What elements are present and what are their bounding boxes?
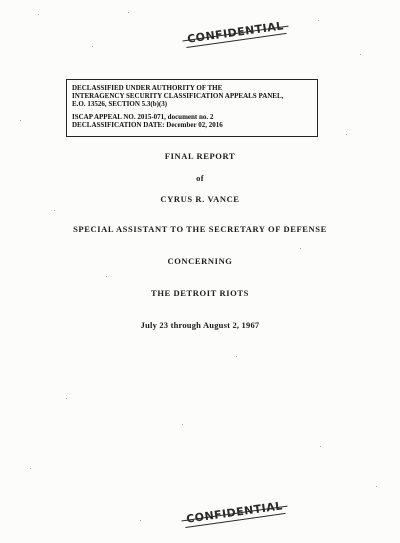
scan-speck bbox=[360, 54, 361, 55]
report-heading: FINAL REPORT bbox=[164, 151, 236, 161]
scan-speck bbox=[20, 120, 21, 121]
scan-speck bbox=[106, 276, 107, 277]
report-dates: July 23 through August 2, 1967 bbox=[140, 320, 260, 330]
scan-speck bbox=[66, 398, 67, 399]
scan-speck bbox=[38, 14, 39, 15]
scan-speck bbox=[236, 356, 237, 357]
scan-speck bbox=[30, 468, 31, 469]
report-author: CYRUS R. VANCE bbox=[160, 194, 240, 204]
scan-speck bbox=[182, 424, 183, 425]
report-of: of bbox=[196, 173, 204, 183]
scan-speck bbox=[300, 248, 301, 249]
scan-speck bbox=[346, 134, 347, 135]
confidential-stamp-bottom: CONFIDENTIAL bbox=[183, 499, 285, 528]
declassification-box bbox=[66, 79, 318, 137]
scan-speck bbox=[140, 520, 141, 521]
scan-speck bbox=[128, 12, 129, 13]
report-author-title: SPECIAL ASSISTANT TO THE SECRETARY OF DEFENSE bbox=[73, 224, 327, 234]
scan-speck bbox=[92, 46, 93, 47]
declassification-appeal-number: ISCAP APPEAL NO. 2015-071, document no. 2 bbox=[72, 112, 214, 121]
declassification-line-3: E.O. 13526, SECTION 5.3(b)(3) bbox=[72, 100, 168, 109]
declassification-line-1: DECLASSIFIED UNDER AUTHORITY OF THE bbox=[72, 84, 223, 92]
declassification-line-2: INTERAGENCY SECURITY CLASSIFICATION APPEALS PANEL, bbox=[72, 92, 284, 101]
scan-speck bbox=[376, 486, 377, 487]
scan-speck bbox=[320, 446, 321, 447]
report-subject: THE DETROIT RIOTS bbox=[151, 288, 249, 298]
scan-speck bbox=[318, 20, 319, 21]
report-concerning: CONCERNING bbox=[167, 256, 233, 266]
scan-speck bbox=[54, 210, 55, 211]
confidential-stamp-top: CONFIDENTIAL bbox=[184, 19, 286, 48]
declassification-date: DECLASSIFICATION DATE: December 02, 2016 bbox=[72, 120, 223, 129]
